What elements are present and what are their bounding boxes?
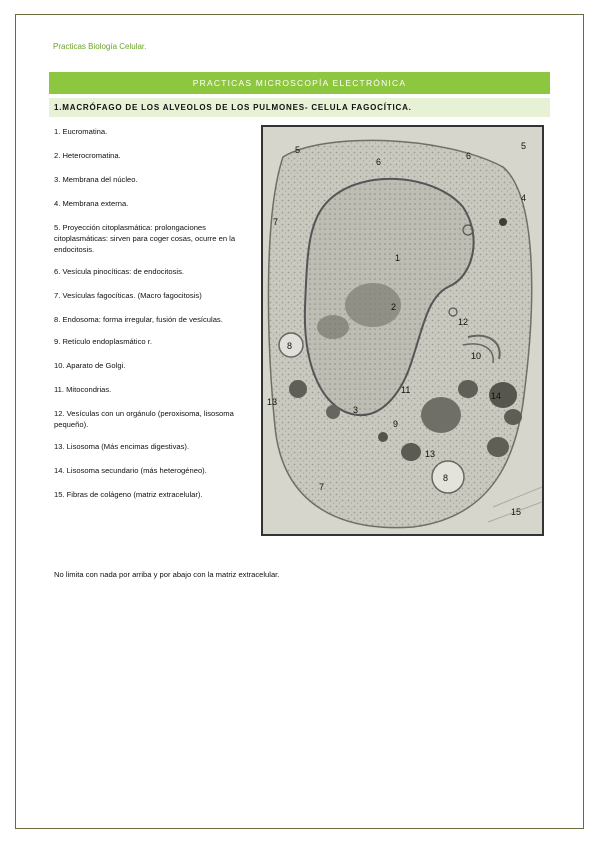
figure-label: 8 bbox=[287, 341, 293, 351]
figure-label: 4 bbox=[521, 193, 527, 203]
banner-title: PRACTICAS MICROSCOPÍA ELECTRÓNICA bbox=[49, 72, 550, 94]
figure-label: 5 bbox=[295, 145, 301, 155]
figure-label: 15 bbox=[511, 507, 522, 517]
figure-label: 8 bbox=[443, 473, 449, 483]
section-title: 1.MACRÓFAGO DE LOS ALVEOLOS DE LOS PULMONES- CELULA FAGOCÍTICA. bbox=[49, 98, 550, 117]
figure-label: 5 bbox=[521, 141, 527, 151]
figure-label: 6 bbox=[466, 151, 472, 161]
legend-item: 2. Heterocromatina. bbox=[54, 151, 121, 160]
figure-label: 2 bbox=[391, 302, 397, 312]
micrograph-image bbox=[263, 127, 542, 534]
header-note: Practicas Biología Celular. bbox=[53, 42, 147, 51]
legend-item: 4. Membrana externa. bbox=[54, 199, 129, 208]
figure-label: 12 bbox=[458, 317, 469, 327]
legend-list bbox=[54, 126, 250, 500]
footer-note: No limita con nada por arriba y por abajo con la matriz extracelular. bbox=[54, 570, 280, 579]
micrograph-figure bbox=[261, 125, 544, 536]
legend-item: 15. Fibras de colágeno (matriz extracelular). bbox=[54, 490, 203, 499]
figure-label: 1 bbox=[395, 253, 401, 263]
legend-item: 11. Mitocondrias. bbox=[54, 385, 112, 394]
figure-label: 9 bbox=[393, 419, 399, 429]
legend-item: 7. Vesículas fagocíticas. (Macro fagocitosis) bbox=[54, 291, 202, 300]
figure-label: 6 bbox=[376, 157, 382, 167]
figure-label: 13 bbox=[267, 397, 278, 407]
legend-item: 6. Vesícula pinocíticas: de endocitosis. bbox=[54, 267, 185, 276]
legend-item: 14. Lisosoma secundario (más heterogéneo). bbox=[54, 466, 207, 475]
figure-label: 7 bbox=[273, 217, 279, 227]
figure-label: 14 bbox=[491, 391, 502, 401]
figure-label: 3 bbox=[353, 405, 359, 415]
legend-item: 10. Aparato de Golgi. bbox=[54, 361, 126, 370]
figure-label: 7 bbox=[319, 482, 325, 492]
legend-item: 12. Vesículas con un orgánulo (peroxisoma, lisosoma pequeño). bbox=[54, 409, 234, 429]
legend-item: 8. Endosoma: forma irregular, fusión de vesículas. bbox=[54, 315, 223, 324]
figure-label: 13 bbox=[425, 449, 436, 459]
figure-label: 11 bbox=[401, 385, 411, 395]
legend-item: 1. Eucromatina. bbox=[54, 127, 108, 136]
legend-item: 3. Membrana del núcleo. bbox=[54, 175, 138, 184]
legend-item: 13. Lisosoma (Más encimas digestivas). bbox=[54, 442, 190, 451]
figure-label: 10 bbox=[471, 351, 482, 361]
legend-item: 9. Retículo endoplasmático r. bbox=[54, 337, 152, 346]
legend-item: 5. Proyección citoplasmática: prolongaciones citoplasmáticas: sirven para coger cosas, ocurre en la endocitosis. bbox=[54, 223, 236, 254]
